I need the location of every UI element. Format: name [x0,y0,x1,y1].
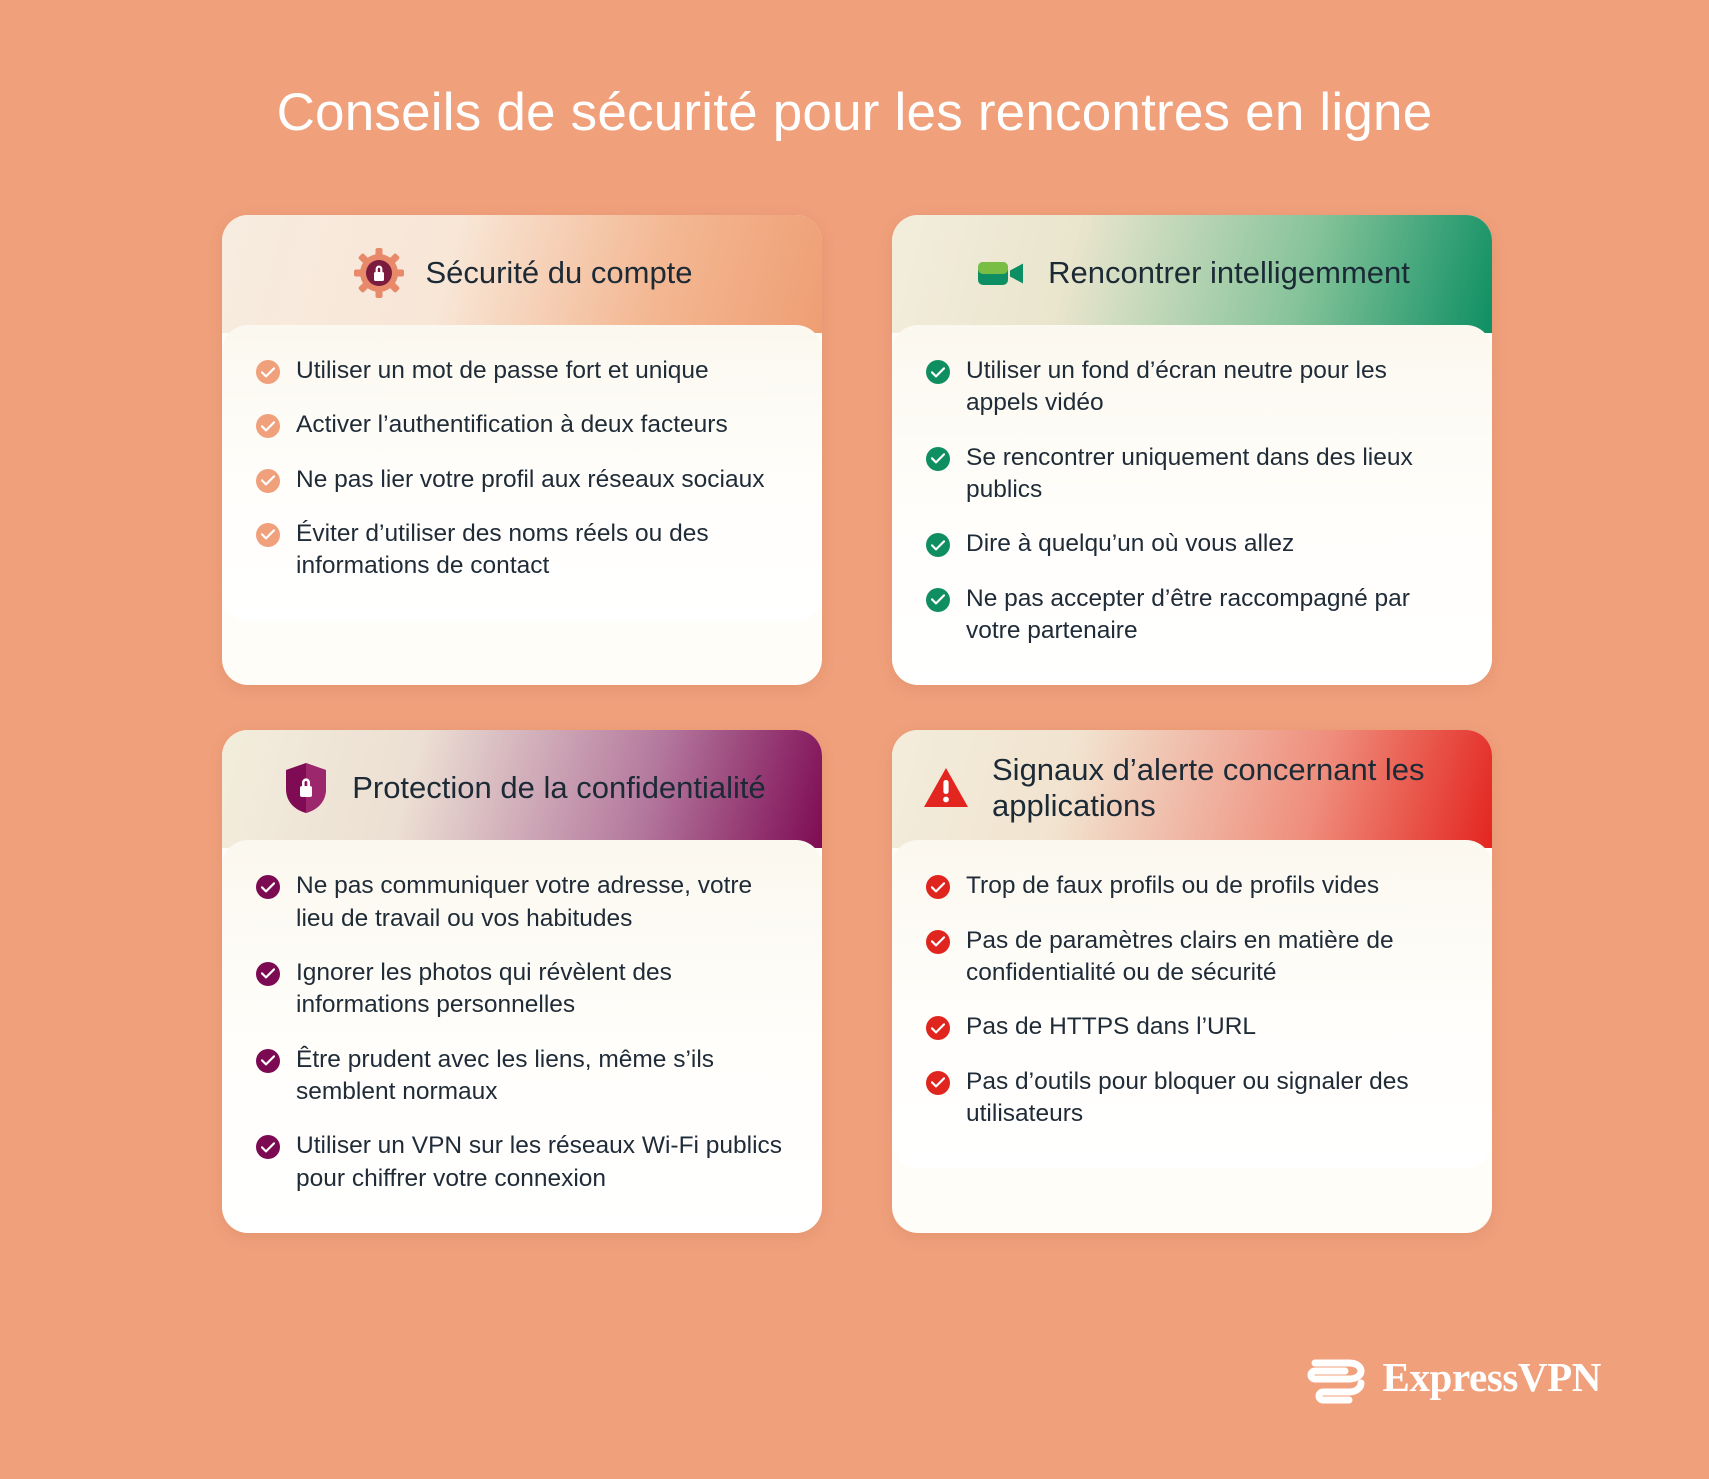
check-icon [926,1071,950,1095]
list-item-text: Pas de HTTPS dans l’URL [966,1013,1257,1041]
list-item-text: Utiliser un mot de passe fort et unique [296,357,709,384]
gear-lock-icon [351,245,407,301]
check-icon [256,1135,280,1159]
card-title: Sécurité du compte [425,254,693,290]
check-icon [256,469,280,493]
list-item [256,409,788,441]
list-item [926,1011,1458,1043]
check-icon [926,588,950,612]
card-title: Signaux d’alerte concernant les applications [992,751,1425,824]
list-item [256,870,788,935]
list-item-text: Utiliser un VPN sur les réseaux Wi-Fi publics pour chiffrer votre connexion [296,1132,783,1192]
check-icon [926,1016,950,1040]
card-account-security [222,215,822,685]
check-icon [926,533,950,557]
card-meet-smart [892,215,1492,685]
brand-name: ExpressVPN [1382,1354,1601,1400]
list-item [926,870,1458,902]
card-privacy-protection [222,730,822,1233]
list-item [926,355,1458,420]
card-body [892,325,1492,685]
list-item-text: Utiliser un fond d’écran neutre pour les appels vidéo [966,357,1387,417]
card-body [892,840,1492,1168]
check-icon [256,962,280,986]
list-item-text: Dire à quelqu’un où vous allez [966,530,1295,558]
brand-logo [1307,1349,1601,1405]
list-item [926,528,1458,560]
card-header [892,730,1492,848]
list-item-text: Éviter d’utiliser des noms réels ou des informations de contact [296,519,709,580]
list-item [926,1066,1458,1131]
expressvpn-logo-icon [1307,1349,1369,1405]
card-body [222,325,822,621]
cards-grid [222,215,1492,1233]
list-item [256,957,788,1022]
card-header [222,730,822,848]
card-body [222,840,822,1233]
check-icon [926,930,950,954]
list-item-text: Ne pas communiquer votre adresse, votre lieu de travail ou vos habitudes [296,872,753,932]
list-item-text: Se rencontrer uniquement dans des lieux publics [966,443,1413,503]
page-title: Conseils de sécurité pour les rencontres en ligne [276,83,1433,142]
check-icon [256,360,280,384]
list-item [256,355,788,387]
list-item [926,583,1458,648]
list-item-text: Trop de faux profils ou de profils vides [966,872,1380,900]
video-camera-icon [974,245,1030,301]
card-header [222,215,822,333]
check-icon [926,447,950,471]
list-item [926,925,1458,990]
list-item [926,442,1458,507]
list-item [256,518,788,583]
list-item [256,1044,788,1109]
list-item [256,1130,788,1195]
check-icon [256,414,280,438]
list-item-text: Activer l’authentification à deux facteurs [296,411,728,439]
check-icon [256,1049,280,1073]
card-title: Rencontrer intelligemment [1048,254,1410,290]
list-item [256,464,788,496]
check-icon [926,360,950,384]
list-item-text: Pas de paramètres clairs en matière de confidentialité ou de sécurité [966,926,1394,986]
shield-lock-icon [278,760,334,816]
check-icon [256,875,280,899]
card-title: Protection de la confidentialité [352,770,766,805]
check-icon [256,523,280,547]
check-icon [926,875,950,899]
list-item-text: Ignorer les photos qui révèlent des informations personnelles [296,958,672,1019]
list-item-text: Ne pas lier votre profil aux réseaux sociaux [296,465,765,493]
list-item-text: Pas d’outils pour bloquer ou signaler des utilisateurs [966,1067,1409,1127]
list-item-text: Ne pas accepter d’être raccompagné par votre partenaire [966,584,1410,644]
card-app-red-flags [892,730,1492,1233]
warning-triangle-icon [918,760,974,816]
list-item-text: Être prudent avec les liens, même s’ils semblent normaux [296,1045,715,1105]
card-header [892,215,1492,333]
